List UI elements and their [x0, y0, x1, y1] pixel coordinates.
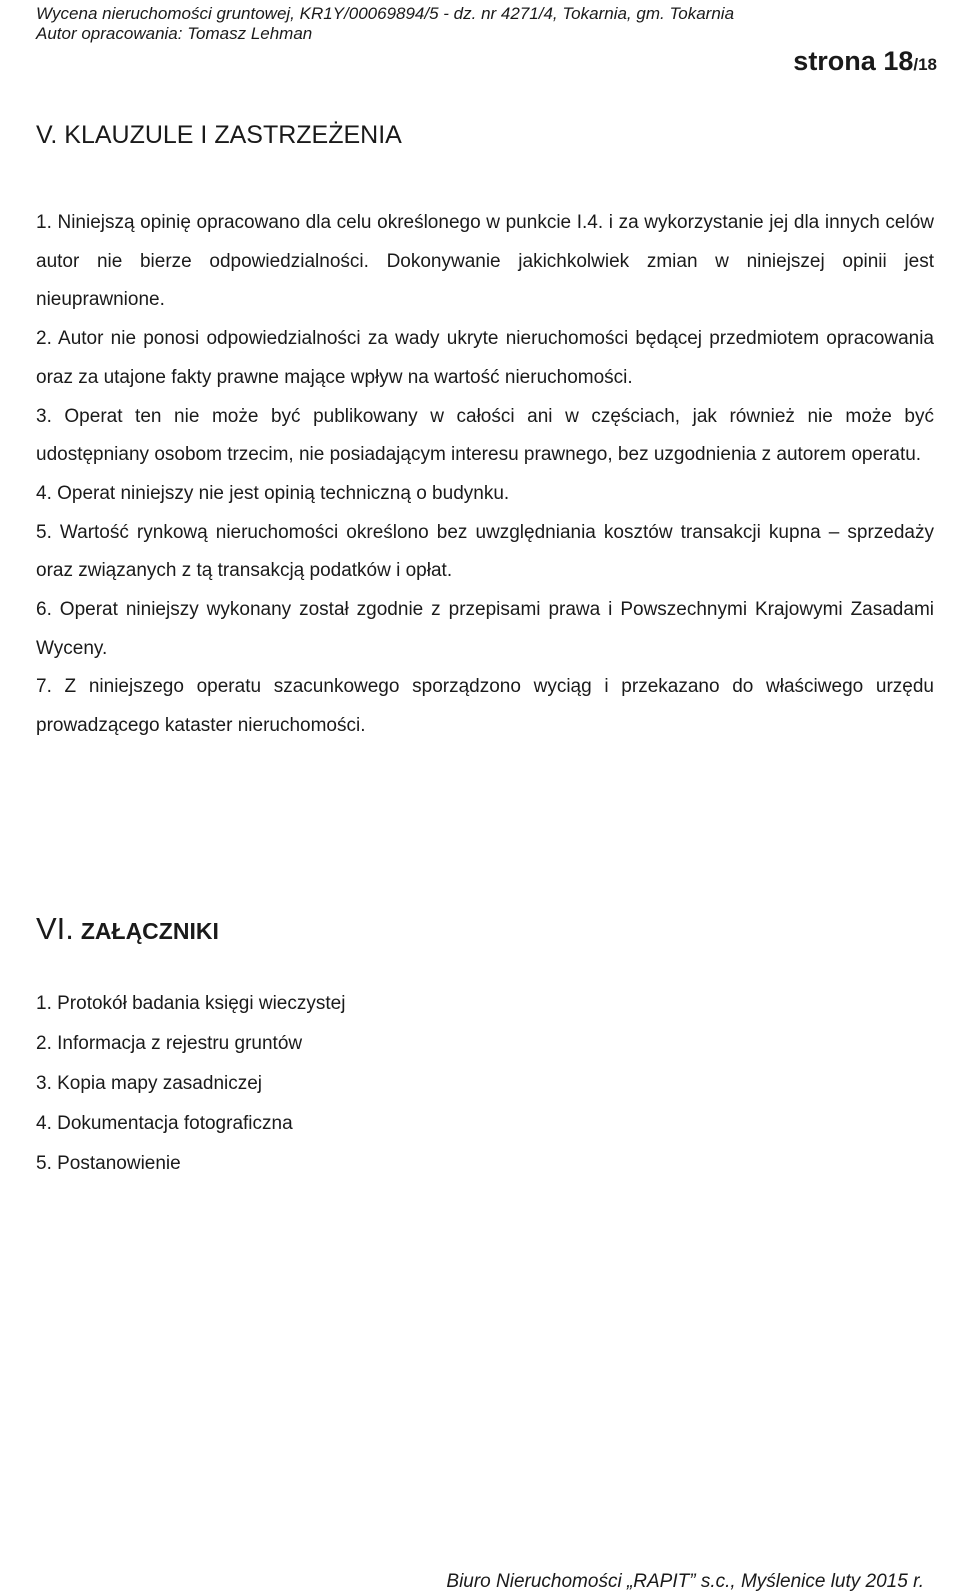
page-current: strona 18	[793, 46, 914, 76]
attachment-item: 3. Kopia mapy zasadniczej	[36, 1073, 263, 1094]
clause-item: 4. Operat niniejszy nie jest opinią techniczną o budynku.	[36, 482, 510, 504]
clause-item: 3. Operat ten nie może być publikowany w całości ani w częściach, jak również nie może być udostępniany osobom trzecim, nie posiadającym interesu prawnego, bez uzgodnienia z autorem operatu.	[36, 405, 934, 466]
attachment-item: 5. Postanowienie	[36, 1153, 181, 1174]
clauses-list	[36, 204, 934, 746]
section-title-attachments	[36, 911, 219, 947]
attachments-list	[36, 984, 916, 1184]
clause-item: 6. Operat niniejszy wykonany został zgodnie z przepisami prawa i Powszechnymi Krajowymi Zasadami Wyceny.	[36, 599, 934, 659]
section-name: ZAŁĄCZNIKI	[80, 918, 219, 944]
section-title-clauses: V. KLAUZULE I ZASTRZEŻENIA	[36, 121, 402, 149]
clause-item: 1. Niniejszą opinię opracowano dla celu określonego w punkcie I.4. i za wykorzystanie jej dla innych celów autor nie bierze odpowiedzialności. Dokonywanie jakichkolwiek zmian w niniejszej opinii jest nieuprawnione.	[36, 212, 934, 311]
page-number	[793, 46, 937, 77]
header-author: Autor opracowania: Tomasz Lehman	[36, 24, 313, 43]
page-total: /18	[913, 55, 937, 74]
section-number: VI.	[36, 911, 74, 946]
attachment-item: 2. Informacja z rejestru gruntów	[36, 1033, 303, 1054]
header-title: Wycena nieruchomości gruntowej, KR1Y/00069894/5 - dz. nr 4271/4, Tokarnia, gm. Tokarnia	[36, 4, 735, 23]
document-footer: Biuro Nieruchomości „RAPIT” s.c., Myślenice luty 2015 r.	[446, 1571, 924, 1592]
attachment-item: 4. Dokumentacja fotograficzna	[36, 1113, 293, 1134]
clause-item: 2. Autor nie ponosi odpowiedzialności za wady ukryte nieruchomości będącej przedmiotem opracowania oraz za utajone fakty prawne mające wpływ na wartość nieruchomości.	[36, 328, 934, 388]
document-header	[36, 4, 734, 44]
clause-item: 5. Wartość rynkową nieruchomości określono bez uwzględniania kosztów transakcji kupna – sprzedaży oraz związanych z tą transakcją podatków i opłat.	[36, 521, 934, 582]
clause-item: 7. Z niniejszego operatu szacunkowego sporządzono wyciąg i przekazano do właściwego urzędu prowadzącego kataster nieruchomości.	[36, 676, 934, 737]
attachment-item: 1. Protokół badania księgi wieczystej	[36, 993, 346, 1014]
